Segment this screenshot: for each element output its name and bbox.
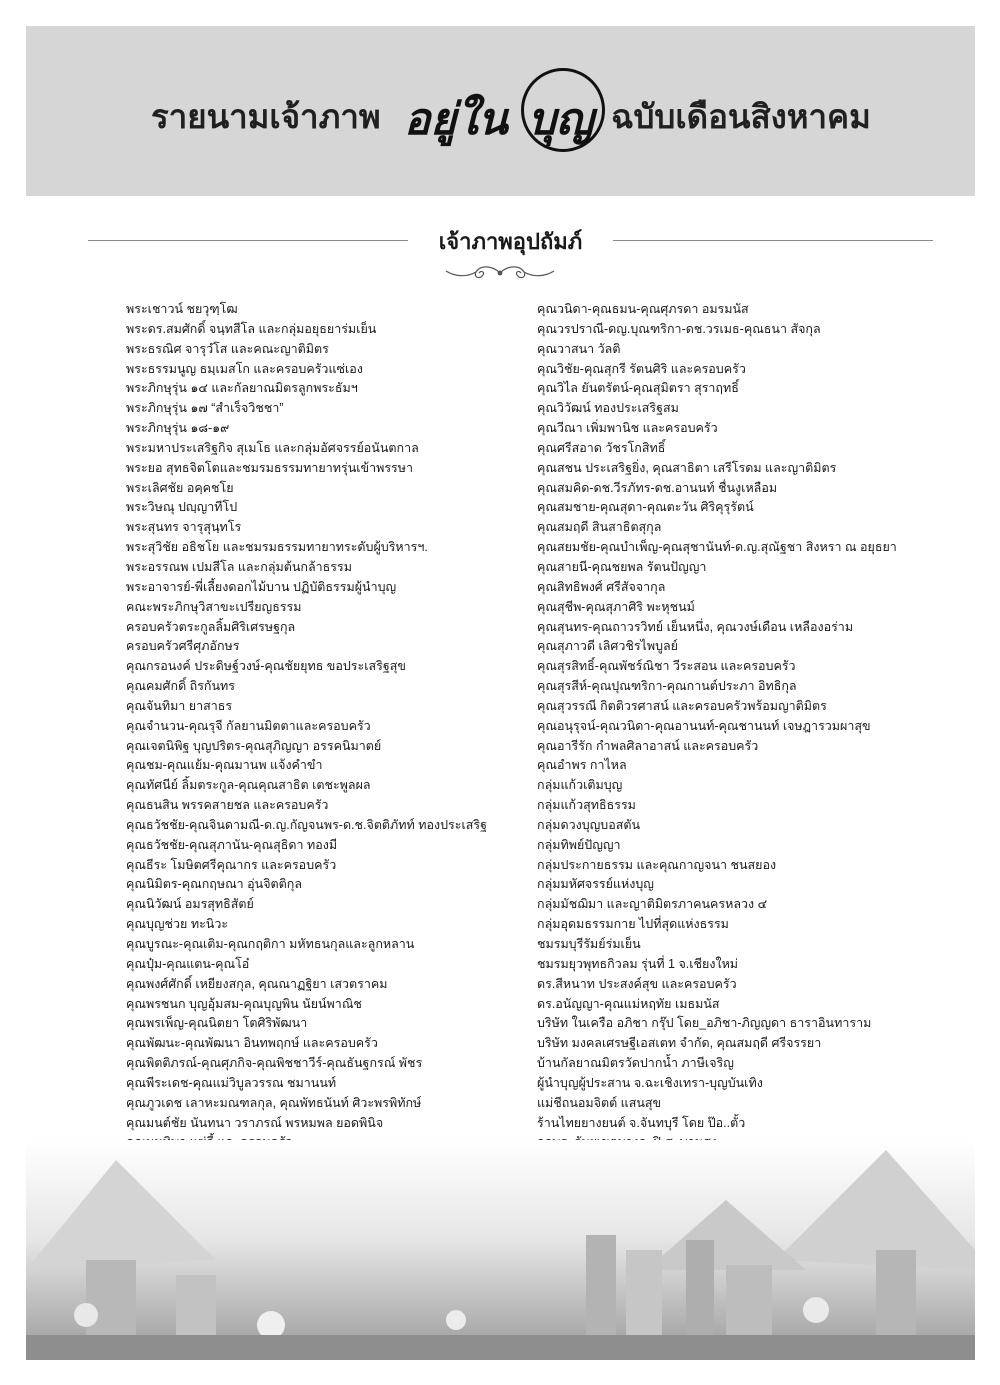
donor-name-left-item: พระอรรณพ เปมสีโล และกลุ่มต้นกล้าธรรม bbox=[126, 559, 352, 574]
donor-name-right-item: แม่ชีถนอมจิตต์ แสนสุข bbox=[537, 1095, 662, 1110]
header-title-left: รายนามเจ้าภาพ bbox=[151, 97, 381, 136]
donor-name-right-item: คุณสมชาย-คุณสุดา-คุณตะวัน ศิริคุรุรัตน์ bbox=[537, 500, 754, 515]
donor-name-right-item: บริษัท มงคลเศรษฐีเอสเตท จำกัด, คุณสมฤดี ศรีจรรยา bbox=[537, 1036, 822, 1051]
donor-name-left-item: คุณพัฒนะ-คุณพัฒนา อินทพฤกษ์ และครอบครัว bbox=[126, 1036, 378, 1051]
donor-list-right bbox=[537, 300, 957, 1193]
donor-name-right-item: คุณอารีรัก กำพลศิลาอาสน์ และครอบครัว bbox=[537, 738, 759, 753]
donor-name-left-item: คุณกรอนงค์ ประดิษฐ์วงษ์-คุณชัยยุทธ ขอประเสริฐสุข bbox=[126, 659, 406, 674]
donor-name-left-item: พระมหาประเสริฐกิจ สุเมโธ และกลุ่มอัศจรรย์อนันตกาล bbox=[126, 440, 419, 455]
donor-name-right-item: ผู้นำบุญผู้ประสาน จ.ฉะเชิงเทรา-บุญบันเทิง bbox=[537, 1075, 763, 1090]
donor-name-right-item: คุณวิชัย-คุณสุกรี รัตนศิริ และครอบครัว bbox=[537, 361, 746, 376]
donor-name-left-item: คุณพรเพ็ญ-คุณนิตยา โตศิริพัฒนา bbox=[126, 1016, 308, 1031]
donor-name-right-item: ชมรมยุวพุทธกิวลม รุ่นที่ 1 จ.เชียงใหม่ bbox=[537, 956, 739, 971]
flourish-ornament bbox=[440, 262, 560, 284]
donor-name-left-item: พระภิกษุรุ่น ๑๔ และกัลยาณมิตรลูกพระธัมฯ bbox=[126, 381, 358, 396]
donor-name-left-item: คุณธีระ โมษิตศรีคุณากร และครอบครัว bbox=[126, 857, 337, 872]
donor-name-right-item: กลุ่มประกายธรรม และคุณกาญจนา ชนสยอง bbox=[537, 857, 777, 872]
donor-name-left-item: คุณปุ๋ม-คุณแตน-คุณโอ๋ bbox=[126, 956, 250, 971]
donor-name-right-item: คุณวาสนา วัลติ bbox=[537, 341, 621, 356]
header-title-right: ฉบับเดือนสิงหาคม bbox=[611, 97, 871, 136]
donor-name-left-item: คุณจันทิมา ยาสาธร bbox=[126, 698, 233, 713]
donor-name-right-item: คุณสุชีพ-คุณสุภาศิริ พะหุชนม์ bbox=[537, 599, 695, 614]
donor-name-left-item: คุณพิตติภรณ์-คุณศุภกิจ-คุณพิชชาวีร์-คุณธันฐกรณ์ พัชร bbox=[126, 1056, 423, 1071]
donor-name-right-item: ดร.อนัญญา-คุณแม่หฤทัย เมธมนัส bbox=[537, 996, 720, 1011]
donor-name-right-item: คุณสายนี-คุณชยพล รัตนปัญญา bbox=[537, 559, 707, 574]
donor-name-left-item: พระภิกษุรุ่น ๑๘-๑๙ bbox=[126, 421, 230, 436]
donor-name-right-item: คุณวีณา เพิ่มพานิช และครอบครัว bbox=[537, 421, 718, 436]
donor-name-right-item: คุณสมคิด-ดช.วีรภัทร-ดช.อานนท์ ชื่นงูเหลือม bbox=[537, 480, 778, 495]
donor-name-left-item: คุณพรชนก บุญอุ้มสม-คุณบุญพิน นัยน์พาณิช bbox=[126, 996, 362, 1011]
donor-name-right-item: คุณอำพร กาไหล bbox=[537, 758, 627, 773]
donor-name-left-item: พระสุนทร จารุสุนฺทโร bbox=[126, 520, 242, 535]
donor-name-right-item: ร้านไทยยางยนต์ จ.จันทบุรี โดย ป๊อ..ตั้ว bbox=[537, 1115, 746, 1130]
donor-name-right-item: คุณวนิดา-คุณธมน-คุณศุภรดา อมรมนัส bbox=[537, 302, 749, 316]
header-banner bbox=[26, 26, 975, 196]
donor-name-right-item: คุณสชน ประเสริฐยิ่ง, คุณสาธิตา เสรีโรดม และญาติมิตร bbox=[537, 460, 837, 475]
donor-name-right-item: คุณสุนทร-คุณถาวรวิทย์ เย็นหนึ่ง, คุณวงษ์เดือน เหลืองอร่าม bbox=[537, 619, 854, 634]
donor-name-left-item: คุณบูรณะ-คุณเติม-คุณกฤติกา มหัทธนกุลและลูกหลาน bbox=[126, 937, 415, 951]
donor-name-left-item: คุณชม-คุณแย้ม-คุณมานพ แจ้งคำขำ bbox=[126, 758, 323, 773]
donor-name-left-item: คุณคมศักดิ์ ถิรกันทร bbox=[126, 679, 236, 694]
donor-name-right-item: คุณสุภาวดี เลิศวชิรไพบูลย์ bbox=[537, 639, 678, 654]
donor-name-right-item: กลุ่มดวงบุญบอสตัน bbox=[537, 817, 641, 832]
donor-name-left-item: คณะพระภิกษุวิสาขะเปรียญธรรม bbox=[126, 599, 302, 614]
donor-name-left-item: คุณบุญช่วย ทะนิวะ bbox=[126, 917, 229, 932]
section-heading bbox=[88, 224, 933, 260]
donor-name-left-item: คุณเจตนิพิฐ บุญปริตร-คุณสุภิญญา อรรคนิมาตย์ bbox=[126, 738, 382, 753]
donor-name-left-item: พระเลิศชัย อคฺคชโย bbox=[126, 480, 234, 495]
donor-name-right-item: กลุ่มมัชฌิมา และญาติมิตรภาคนครหลวง ๔ bbox=[537, 897, 768, 912]
decorative-crystal-scene bbox=[26, 1140, 975, 1360]
donor-name-left-item: ครอบครัวศรีศุภอักษร bbox=[126, 639, 240, 654]
donor-name-right-item: คุณสุวรรณี กิตติวรศาสน์ และครอบครัวพร้อมญาติมิตร bbox=[537, 698, 827, 713]
donor-name-right-item: กลุ่มมหัศจรรย์แห่งบุญ bbox=[537, 877, 654, 892]
donor-name-right-item: กลุ่มทิพย์ปัญญา bbox=[537, 837, 621, 852]
donor-name-left-item: พระดร.สมศักดิ์ จนฺทสีโล และกลุ่มอยุธยาร่มเย็น bbox=[126, 321, 377, 336]
donor-name-left-item: พระสุวิชัย อธิชโย และชมรมธรรมทายาทระดับผู้บริหารฯ. bbox=[126, 540, 428, 555]
donor-name-right-item: คุณสมฤดี สินสาธิตสุกุล bbox=[537, 520, 662, 535]
donor-name-right-item: คุณสุรสิทธิ์-คุณพัชร์ณิชา วีระสอน และครอบครัว bbox=[537, 659, 796, 674]
donor-name-right-item: คุณสิทธิพงศ์ ศรีสัจจากุล bbox=[537, 579, 666, 594]
donor-name-left-item: คุณภูวเดช เลาหะมณฑลกุล, คุณพัทธนันท์ ศิวะพรพิทักษ์ bbox=[126, 1095, 422, 1110]
donor-name-right-item: คุณสยมชัย-คุณบำเพ็ญ-คุณสุชานันท์-ด.ญ.สุณัฐชา สิงหรา ณ อยุธยา bbox=[537, 540, 897, 555]
logo-text-part2: บุญ bbox=[528, 94, 594, 145]
donor-name-left-item: พระยอ สุทธจิตโตและชมรมธรรมทายาทรุ่นเข้าพรรษา bbox=[126, 460, 414, 475]
divider-right bbox=[613, 240, 933, 241]
donor-name-right-item: กลุ่มแก้วเติมบุญ bbox=[537, 778, 623, 793]
donor-name-left-item: คุณพีระเดช-คุณแม่วิบูลวรรณ ชมานนท์ bbox=[126, 1075, 337, 1090]
donor-name-right-item: กลุ่มอุดมธรรมกาย ไปที่สุดแห่งธรรม bbox=[537, 917, 729, 932]
donor-name-left-item: พระวิษณุ ปญฺญาทีโป bbox=[126, 500, 238, 515]
donor-name-left-item: คุณธวัชชัย-คุณสุภานัน-คุณสุธิดา ทองมี bbox=[126, 837, 338, 852]
donor-name-left-item: คุณพงศ์ศักดิ์ เหยียงสกุล, คุณณาฏฐิยา เสวตราคม bbox=[126, 976, 388, 991]
donor-name-right-item: ดร.สีหนาท ประสงค์สุข และครอบครัว bbox=[537, 976, 737, 991]
donor-name-left-item: คุณจำนวน-คุณรุจี กัลยานมิตตาและครอบครัว bbox=[126, 718, 371, 733]
donor-name-left-item: คุณธวัชชัย-คุณจินดามณี-ด.ญ.กัญจนพร-ด.ช.จิตติภัทท์ ทองประเสริฐ bbox=[126, 817, 487, 832]
donor-name-left-item: ครอบครัวตระกูลลิ้มศิริเศรษฐกุล bbox=[126, 619, 296, 634]
donor-name-left-item: คุณทัศนีย์ ลิ้มตระกูล-คุณคุณสาธิต เตชะพูลผล bbox=[126, 778, 371, 793]
donor-name-left-item: คุณมนต์ชัย นันทนา วราภรณ์ พรหมพล ยอดพินิจ bbox=[126, 1115, 384, 1130]
section-title: เจ้าภาพอุปถัมภ์ bbox=[438, 230, 583, 255]
donor-name-right-item: กลุ่มแก้วสุทธิธรรม bbox=[537, 798, 636, 813]
donor-name-left-item: คุณนิมิตร-คุณกฤษณา อุ่นจิตติกุล bbox=[126, 877, 303, 892]
donor-name-right-item: บ้านกัลยาณมิตรวัดปากน้ำ ภาษีเจริญ bbox=[537, 1056, 734, 1071]
logo-text-part1: อยู่ใน bbox=[404, 94, 508, 145]
donor-name-right-item: คุณสุรสีห์-คุณปุณฑริกา-คุณกานต์ประภา อิทธิกุล bbox=[537, 679, 797, 694]
donor-name-left-item: พระอาจารย์-พี่เลี้ยงดอกไม้บาน ปฏิบัติธรรมผู้นำบุญ bbox=[126, 579, 397, 594]
donor-name-left-item: คุณนิวัฒน์ อมรสุทธิสัตย์ bbox=[126, 897, 254, 912]
donor-name-right-item: คุณอนุรุจน์-คุณวนิดา-คุณอานนท์-คุณชานนท์ เจษฎารวมผาสุข bbox=[537, 718, 871, 733]
magazine-logo bbox=[386, 62, 626, 172]
donor-name-left-item: พระธรรมนูญ ธมฺเมสโก และครอบครัวแซ่เอง bbox=[126, 361, 363, 376]
donor-name-left-item: พระเชาวน์ ชยวุฑฺโฒ bbox=[126, 302, 238, 316]
donor-name-left-item: คุณธนสิน พรรคสายชล และครอบครัว bbox=[126, 798, 329, 813]
donor-name-left-item: พระภิกษุรุ่น ๑๗ “สำเร็จวิชชา” bbox=[126, 401, 284, 416]
donor-name-right-item: คุณวิวัฒน์ ทองประเสริฐสม bbox=[537, 401, 679, 416]
donor-list-left bbox=[126, 300, 526, 1233]
donor-name-right-item: คุณศรีสอาด วัชรโกสิทธิ์ bbox=[537, 440, 666, 455]
donor-name-right-item: บริษัท ในเครือ อภิชา กรุ๊ป โดย_อภิชา-ภิญญดา ธาราอินทาราม bbox=[537, 1016, 872, 1031]
donor-name-right-item: ชมรมบุรีรัมย์ร่มเย็น bbox=[537, 937, 641, 951]
donor-name-right-item: คุณวรปราณี-ดญ.บุณฑริกา-ดช.วรเมธ-คุณธนา สัจกุล bbox=[537, 321, 821, 336]
donor-name-left-item: พระธรณิศ จารุวํโส และคณะญาติมิตร bbox=[126, 341, 329, 356]
donor-name-right-item: คุณวิไล ยันตรัตน์-คุณสุมิตรา สุราฤทธิ์ bbox=[537, 381, 739, 396]
